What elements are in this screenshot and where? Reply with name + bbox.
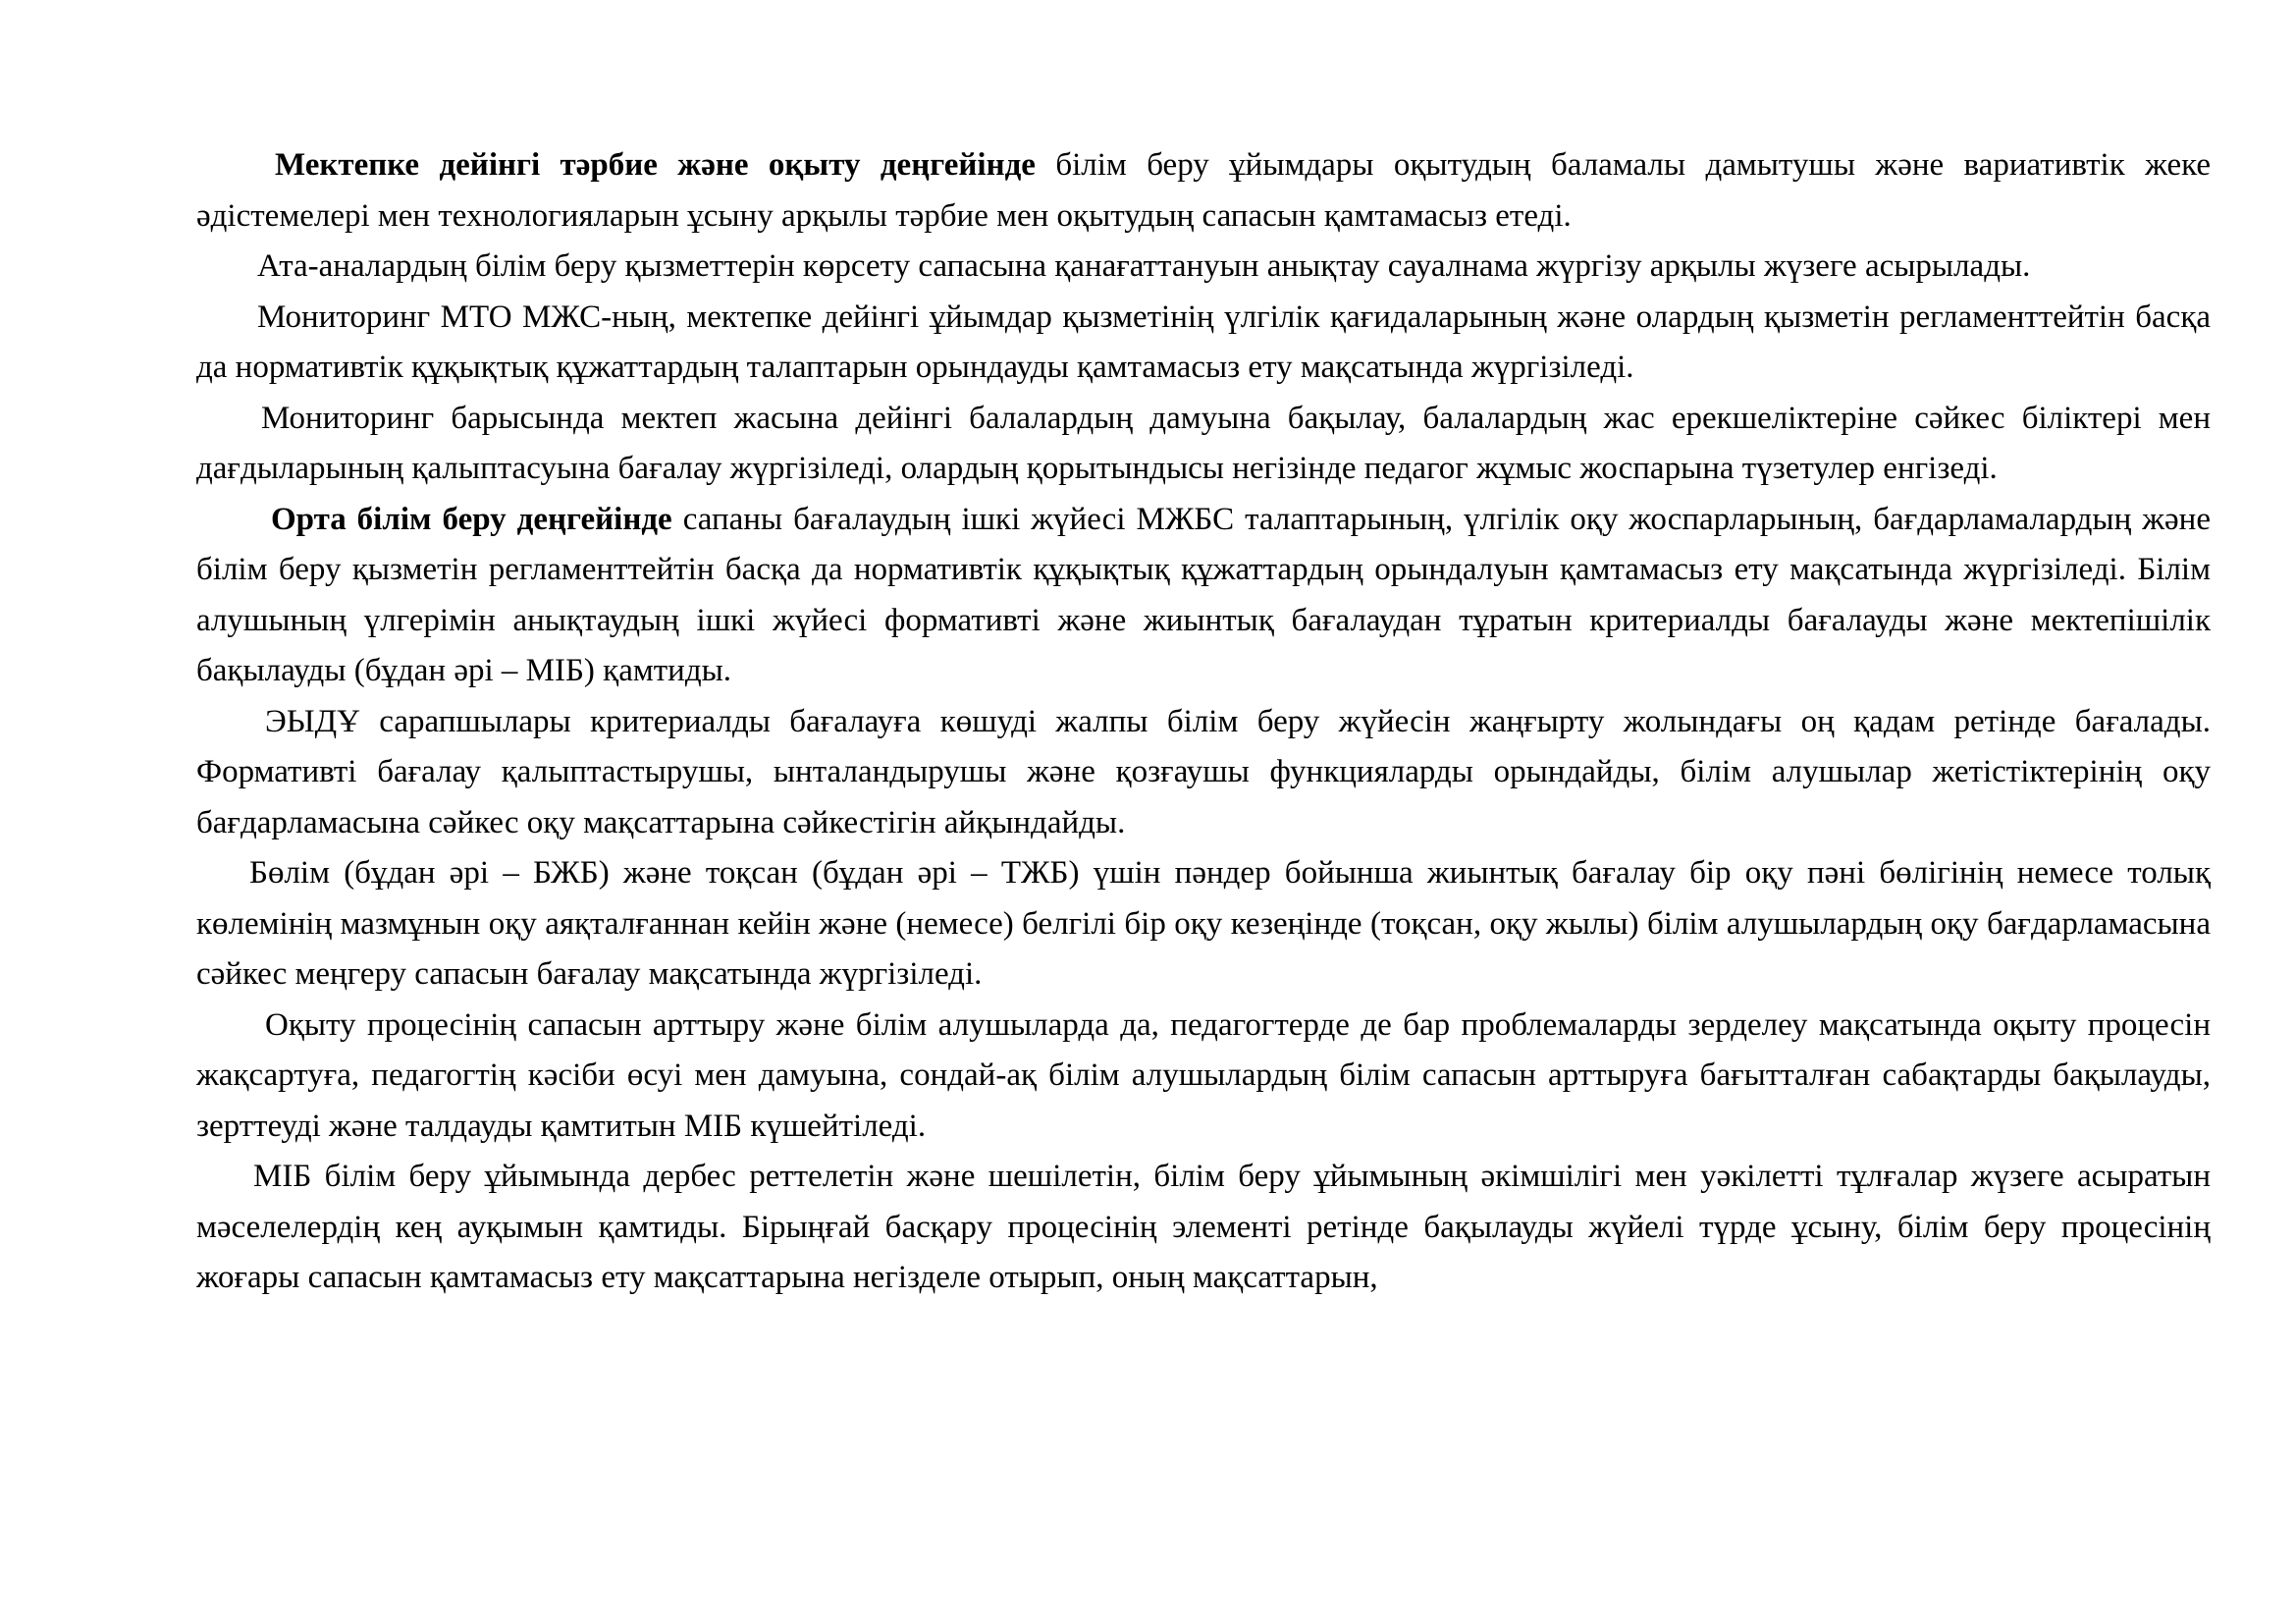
paragraph-preschool-level — [196, 140, 2211, 242]
paragraph-teaching-quality — [196, 1001, 2211, 1153]
paragraph-internal-control — [196, 1152, 2211, 1304]
paragraph-lead-bold: Мектепке дейінгі тәрбие және оқыту деңгейінде — [275, 147, 1036, 183]
paragraph-text: Ата-аналардың білім беру қызметтерін көрсету сапасына қанағаттануын анықтау сауалнама жүргізу арқылы жүзеге асырылады. — [257, 248, 2031, 284]
paragraph-parent-survey — [196, 242, 2211, 293]
paragraph-text: білім беру ұйымдары оқытудың баламалы дамытушы және вариативтік жеке әдістемелері мен технологияларын ұсыну арқылы тәрбие мен оқытудың сапасын қамтамасыз етеді. — [196, 147, 2211, 234]
paragraph-lead-bold: Орта білім беру деңгейінде — [271, 501, 672, 537]
paragraph-summative-assessment — [196, 848, 2211, 1001]
paragraph-secondary-level — [196, 495, 2211, 697]
document-page — [196, 140, 2211, 1304]
paragraph-oecd-experts — [196, 697, 2211, 849]
paragraph-text: МІБ білім беру ұйымында дербес реттелетін және шешілетін, білім беру ұйымының әкімшілігі мен уәкілетті тұлғалар жүзеге асыратын мәселелердің кең ауқымын қамтиды. Бірыңғай басқару процесінің элементі ретінде бақылауды жүйелі түрде ұсыну, білім беру процесінің жоғары сапасын қамтамасыз ету мақсаттарына негізделе отырып, оның мақсаттарын, — [196, 1159, 2211, 1295]
paragraph-text: Мониторинг барысында мектеп жасына дейінгі балалардың дамуына бақылау, балалардың жас ерекшеліктеріне сәйкес біліктері мен дағдыларының қалыптасуына бағалау жүргізіледі, олардың қорытындысы негізінде педагог жұмыс жоспарына түзетулер енгізеді. — [196, 400, 2211, 486]
paragraph-monitoring-standards — [196, 293, 2211, 394]
paragraph-text: Оқыту процесінің сапасын арттыру және білім алушыларда да, педагогтерде де бар проблемаларды зерделеу мақсатында оқыту процесін жақсартуға, педагогтің кәсіби өсуі мен дамуына, сондай-ақ білім алушылардың білім сапасын арттыруға бағытталған сабақтарды бақылауды, зерттеуді және талдауды қамтитын МІБ күшейтіледі. — [196, 1006, 2211, 1144]
paragraph-text: сапаны бағалаудың ішкі жүйесі МЖБС талаптарының, үлгілік оқу жоспарларының, бағдарламалардың және білім беру қызметін регламенттейтін басқа да нормативтік құқықтық құжаттардың орындалуын қамтамасыз ету мақсатында жүргізіледі. Білім алушының үлгерімін анықтаудың ішкі жүйесі формативті және жиынтық бағалаудан тұратын критериалды бағалауды және мектепішілік бақылауды (бұдан әрі – МІБ) қамтиды. — [196, 501, 2211, 688]
paragraph-text: Мониторинг МТО МЖС-ның, мектепке дейінгі ұйымдар қызметінің үлгілік қағидаларының және олардың қызметін регламенттейтін басқа да нормативтік құқықтық құжаттардың талаптарын орындауды қамтамасыз ету мақсатында жүргізіледі. — [196, 298, 2211, 385]
paragraph-text: Бөлім (бұдан әрі – БЖБ) және тоқсан (бұдан әрі – ТЖБ) үшін пәндер бойынша жиынтық бағалау бір оқу пәні бөлігінің немесе толық көлемінің мазмұнын оқу аяқталғаннан кейін және (немесе) белгілі бір оқу кезеңінде (тоқсан, оқу жылы) білім алушылардың оқу бағдарламасына сәйкес меңгеру сапасын бағалау мақсатында жүргізіледі. — [196, 855, 2211, 992]
paragraph-text: ЭЫДҰ сарапшылары критериалды бағалауға көшуді жалпы білім беру жүйесін жаңғырту жолындағы оң қадам ретінде бағалады. Формативті бағалау қалыптастырушы, ынталандырушы және қозғаушы функцияларды орындайды, білім алушылар жетістіктерінің оқу бағдарламасына сәйкес оқу мақсаттарына сәйкестігін айқындайды. — [196, 703, 2211, 840]
paragraph-monitoring-development — [196, 394, 2211, 495]
